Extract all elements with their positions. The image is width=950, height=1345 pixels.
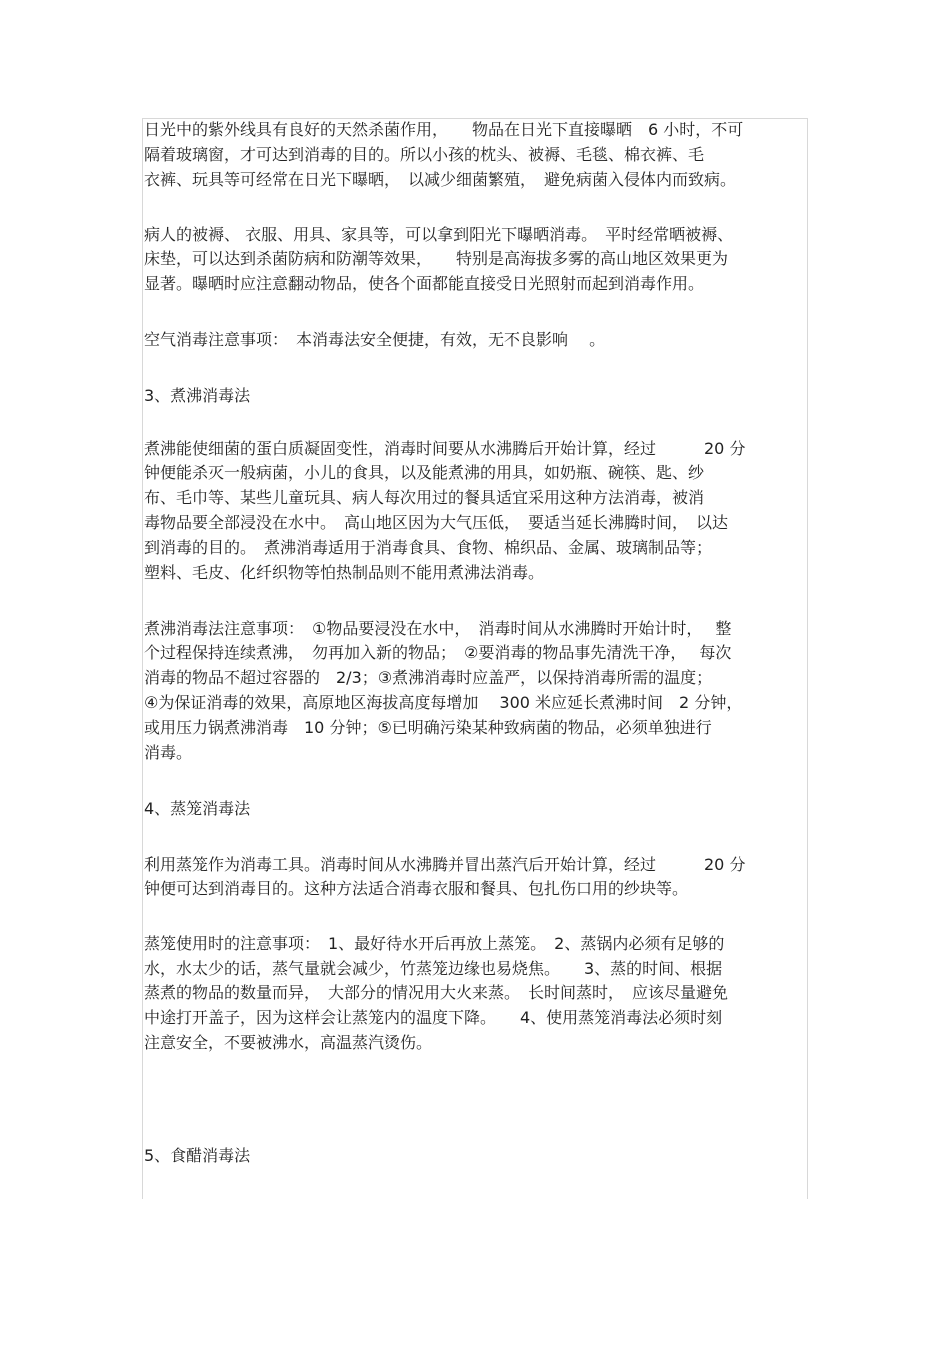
steamer-notes-paragraph-line: 注意安全，不要被沸水，高温蒸汽烫伤。 <box>144 1033 433 1052</box>
sunlight-paragraph-line: 日光中的紫外线具有良好的天然杀菌作用， 物品在日光下直接曝晒 6 小时，不可 <box>144 120 744 139</box>
steamer-notes-paragraph-line: 蒸笼使用时的注意事项： 1、最好待水开后再放上蒸笼。 2、蒸锅内必须有足够的 <box>144 934 725 953</box>
boiling-notes-paragraph-line: 煮沸消毒法注意事项： ①物品要浸没在水中， 消毒时间从水沸腾时开始计时， 整 <box>144 619 732 638</box>
steamer-notes-paragraph-line: 中途打开盖子，因为这样会让蒸笼内的温度下降。 4、使用蒸笼消毒法必须时刻 <box>144 1008 723 1027</box>
boiling-notes-paragraph-line: ④为保证消毒的效果，高原地区海拔高度每增加 300 米应延长煮沸时间 2 分钟， <box>144 693 743 712</box>
boiling-paragraph-line: 塑料、毛皮、化纤织物等怕热制品则不能用煮沸法消毒。 <box>144 563 545 582</box>
steamer-paragraph-line: 钟便可达到消毒目的。这种方法适合消毒衣服和餐具、包扎伤口用的纱块等。 <box>144 879 689 898</box>
heading-vinegar-line: 5、食醋消毒法 <box>144 1146 251 1165</box>
boiling-paragraph-line: 钟便能杀灭一般病菌，小儿的食具，以及能煮沸的用具，如奶瓶、碗筷、匙、纱 <box>144 463 705 482</box>
boiling-paragraph-line: 布、毛巾等、某些儿童玩具、病人每次用过的餐具适宜采用这种方法消毒，被消 <box>144 488 705 507</box>
sunlight-paragraph-line: 隔着玻璃窗，才可达到消毒的目的。所以小孩的枕头、被褥、毛毯、棉衣裤、毛 <box>144 145 705 164</box>
boiling-paragraph-line: 毒物品要全部浸没在水中。 高山地区因为大气压低， 要适当延长沸腾时间， 以达 <box>144 513 729 532</box>
heading-steamer-line: 4、蒸笼消毒法 <box>144 799 251 818</box>
patient-items-paragraph-line: 显著。曝晒时应注意翻动物品，使各个面都能直接受日光照射而起到消毒作用。 <box>144 274 705 293</box>
boiling-notes-paragraph-line: 或用压力锅煮沸消毒 10 分钟；⑤已明确污染某种致病菌的物品，必须单独进行 <box>144 718 712 737</box>
boiling-notes-paragraph-line: 消毒。 <box>144 743 193 762</box>
heading-boiling-line: 3、煮沸消毒法 <box>144 386 251 405</box>
patient-items-paragraph-line: 床垫，可以达到杀菌防病和防潮等效果， 特别是高海拔多雾的高山地区效果更为 <box>144 249 729 268</box>
patient-items-paragraph-line: 病人的被褥、 衣服、用具、家具等，可以拿到阳光下曝晒消毒。 平时经常晒被褥、 <box>144 225 734 244</box>
boiling-notes-paragraph-line: 个过程保持连续煮沸， 勿再加入新的物品； ②要消毒的物品事先清洗干净， 每次 <box>144 643 732 662</box>
air-disinfection-note-line: 空气消毒注意事项： 本消毒法安全便捷，有效，无不良影响 。 <box>144 330 606 349</box>
steamer-notes-paragraph-line: 水，水太少的话，蒸气量就会减少，竹蒸笼边缘也易烧焦。 3、蒸的时间、根据 <box>144 959 723 978</box>
boiling-paragraph-line: 到消毒的目的。 煮沸消毒适用于消毒食具、食物、棉织品、金属、玻璃制品等； <box>144 538 713 557</box>
steamer-paragraph-line: 利用蒸笼作为消毒工具。消毒时间从水沸腾并冒出蒸汽后开始计算，经过 20 分 <box>144 855 746 874</box>
boiling-notes-paragraph-line: 消毒的物品不超过容器的 2/3；③煮沸消毒时应盖严，以保持消毒所需的温度； <box>144 668 713 687</box>
steamer-notes-paragraph-line: 蒸煮的物品的数量而异， 大部分的情况用大火来蒸。 长时间蒸时， 应该尽量避免 <box>144 983 729 1002</box>
boiling-paragraph-line: 煮沸能使细菌的蛋白质凝固变性，消毒时间要从水沸腾后开始计算，经过 20 分 <box>144 439 746 458</box>
sunlight-paragraph-line: 衣裤、玩具等可经常在日光下曝晒， 以减少细菌繁殖， 避免病菌入侵体内而致病。 <box>144 170 737 189</box>
